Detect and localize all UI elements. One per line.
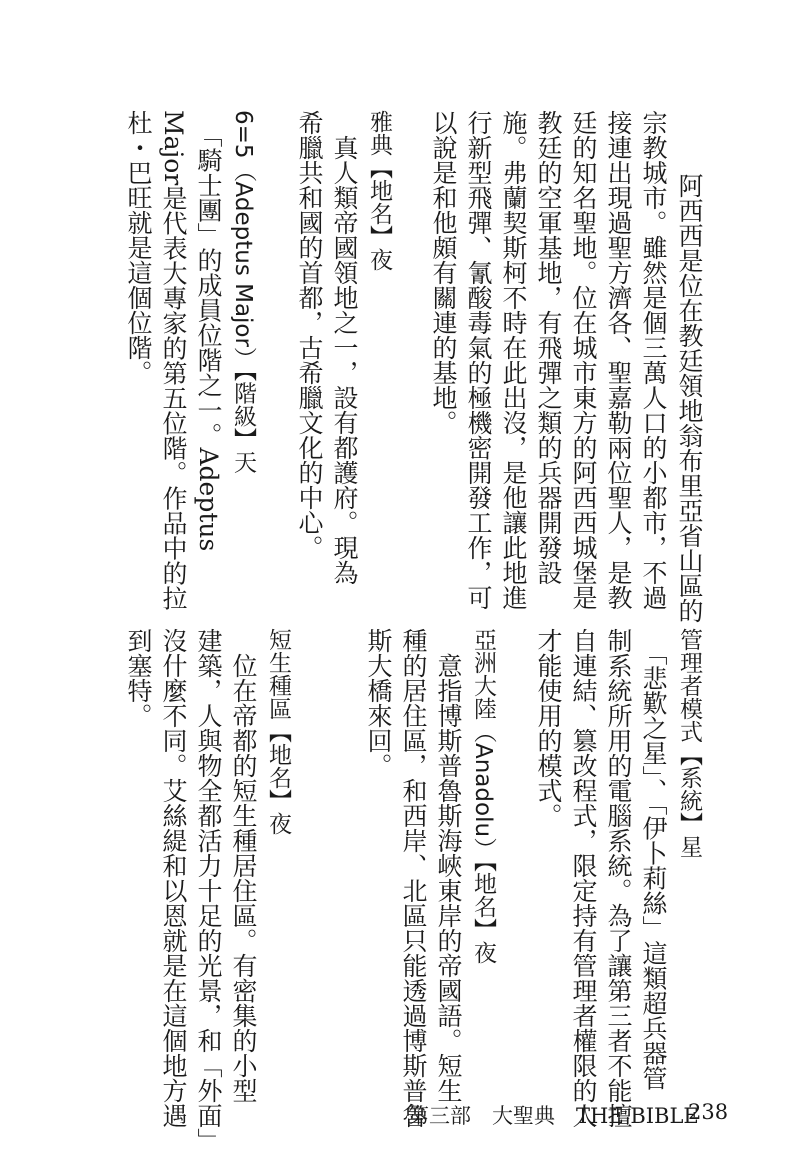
assisi-line-1: 阿西西是位在教廷領地翁布里亞省山區的 xyxy=(675,148,704,623)
running-footer: 第三部 大聖典 THE BIBLE xyxy=(408,1104,699,1128)
shortlived-line-1: 位在帝都的短生種居住區。有密集的小型 xyxy=(229,628,258,1103)
admin-mode-heading: 管理者模式【系統】星 xyxy=(676,628,702,858)
assisi-line-7: 行新型飛彈、氰酸毒氣的極機密開發工作，可 xyxy=(464,110,493,610)
adeptus-line-3: 杜・巴旺就是這個位階。 xyxy=(124,110,153,385)
assisi-line-5: 教廷的空軍基地，有飛彈之類的兵器開發設 xyxy=(534,110,563,585)
assisi-line-6: 施。弗蘭契斯柯不時在此出沒，是他讓此地進 xyxy=(499,110,528,610)
shortlived-heading: 短生種區【地名】夜 xyxy=(265,628,291,835)
admin-mode-line-4: 才能使用的模式。 xyxy=(534,628,563,828)
anatolia-line-3: 斯大橋來回。 xyxy=(364,628,393,778)
athens-line-2: 希臘共和國的首都，古希臘文化的中心。 xyxy=(295,110,324,560)
adeptus-heading: 6=5（Adeptus Major）【階級】天 xyxy=(230,110,256,474)
admin-mode-line-1: 「悲歎之星」、「伊卜莉絲」這類超兵器管 xyxy=(639,628,668,1091)
assisi-line-8: 以說是和他頗有關連的基地。 xyxy=(429,110,458,435)
assisi-line-2: 宗教城市。雖然是個三萬人口的小都市，不過 xyxy=(639,110,668,610)
anatolia-line-2: 種的居住區，和西岸、北區只能透過博斯普魯 xyxy=(399,628,428,1128)
athens-heading: 雅典【地名】夜 xyxy=(366,110,392,271)
anatolia-heading: 亞洲大陸（Anadolu）【地名】夜 xyxy=(470,628,496,964)
adeptus-line-1: 「騎士團」的成員位階之一。Adeptus xyxy=(194,110,223,552)
assisi-line-4: 廷的知名聖地。位在城市東方的阿西西城堡是 xyxy=(569,110,598,610)
adeptus-line-2: Major是代表大專家的第五位階。作品中的拉 xyxy=(159,110,188,611)
anatolia-line-1: 意指博斯普魯斯海峽東岸的帝國語。短生 xyxy=(434,628,463,1103)
page-number: 238 xyxy=(688,1100,729,1124)
shortlived-line-3: 沒什麼不同。艾絲緹和以恩就是在這個地方遇 xyxy=(159,628,188,1128)
shortlived-line-2: 建築，人與物全都活力十足的光景，和「外面」 xyxy=(194,628,223,1153)
shortlived-line-4: 到塞特。 xyxy=(124,628,153,728)
admin-mode-line-2: 制系統所用的電腦系統。為了讓第三者不能擅 xyxy=(604,628,633,1128)
assisi-line-3: 接連出現過聖方濟各、聖嘉勒兩位聖人，是教 xyxy=(604,110,633,610)
admin-mode-line-3: 自連結、篡改程式，限定持有管理者權限的人 xyxy=(569,628,598,1128)
athens-line-1: 真人類帝國領地之一，設有都護府。現為 xyxy=(330,110,359,585)
